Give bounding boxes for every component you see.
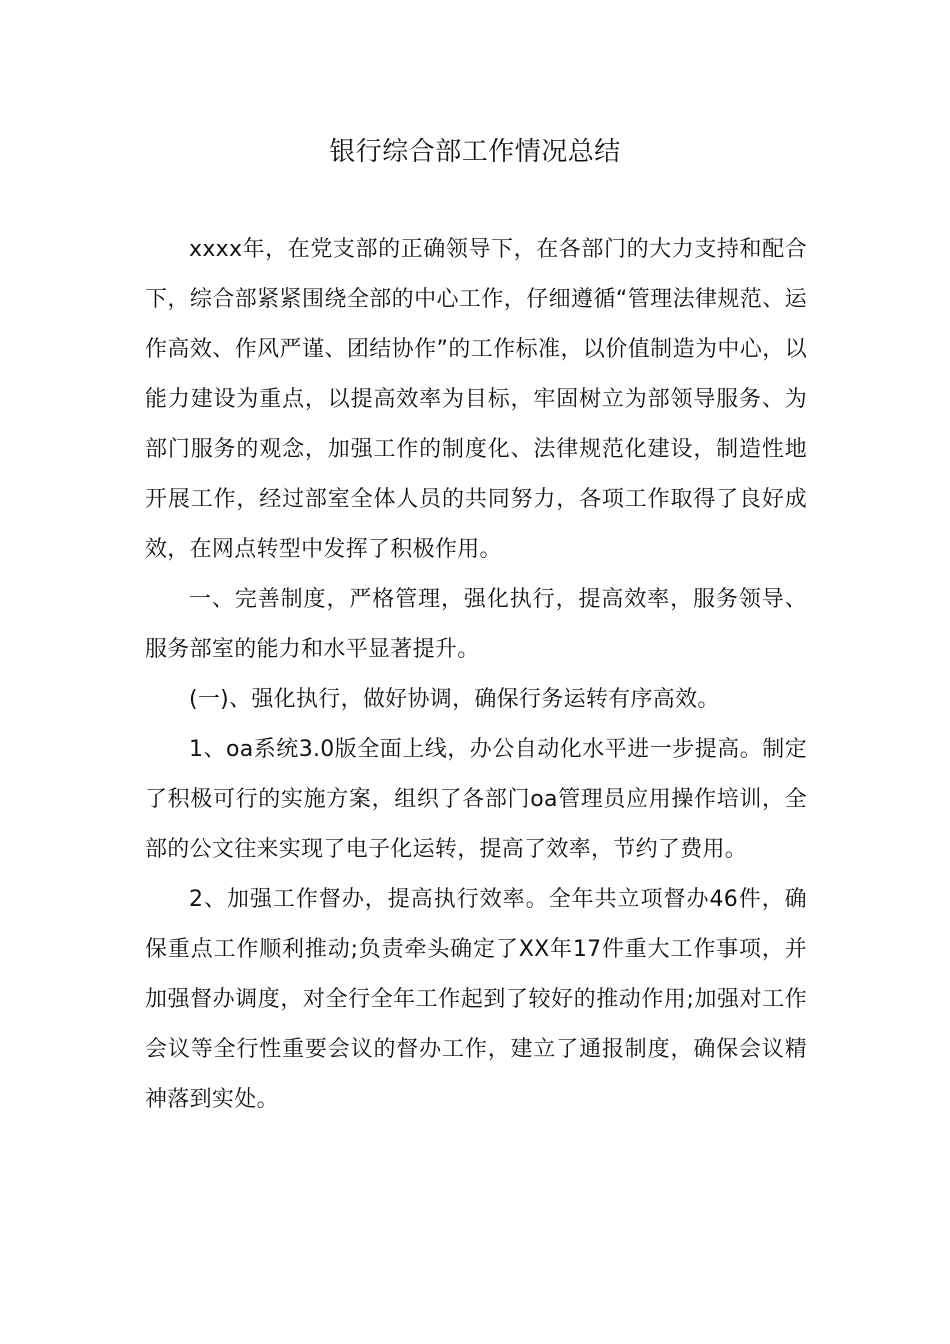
document-title: 银行综合部工作情况总结 xyxy=(329,137,621,167)
paragraph-intro: xxxx年，在党支部的正确领导下，在各部门的大力支持和配合下，综合部紧紧围绕全部的中心工作，仔细遵循“管理法律规范、运作高效、作风严谨、团结协作”的工作标准，以价值制造为中心，以能力建设为重点，以提高效率为目标，牢固树立为部领导服务、为部门服务的观念，加强工作的制度化、法律规范化建设，制造性地开展工作，经过部室全体人员的共同努力，各项工作取得了良好成效，在网点转型中发挥了积极作用。 xyxy=(145,237,807,562)
paragraph-subsection-1-heading: (一)、强化执行，做好协调，确保行务运转有序高效。 xyxy=(189,687,720,712)
paragraph-section-1-heading: 一、完善制度，严格管理，强化执行，提高效率，服务领导、服务部室的能力和水平显著提升。 xyxy=(145,587,807,662)
paragraph-item-1: 1、oa系统3.0版全面上线，办公自动化水平进一步提高。制定了积极可行的实施方案，组织了各部门oa管理员应用操作培训，全部的公文往来实现了电子化运转，提高了效率，节约了费用。 xyxy=(145,737,807,862)
paragraph-item-2: 2、加强工作督办，提高执行效率。全年共立项督办46件，确保重点工作顺利推动;负责牵头确定了XX年17件重大工作事项，并加强督办调度，对全行全年工作起到了较好的推动作用;加强对工作会议等全行性重要会议的督办工作，建立了通报制度，确保会议精神落到实处。 xyxy=(145,887,807,1112)
document-body xyxy=(145,225,807,1125)
